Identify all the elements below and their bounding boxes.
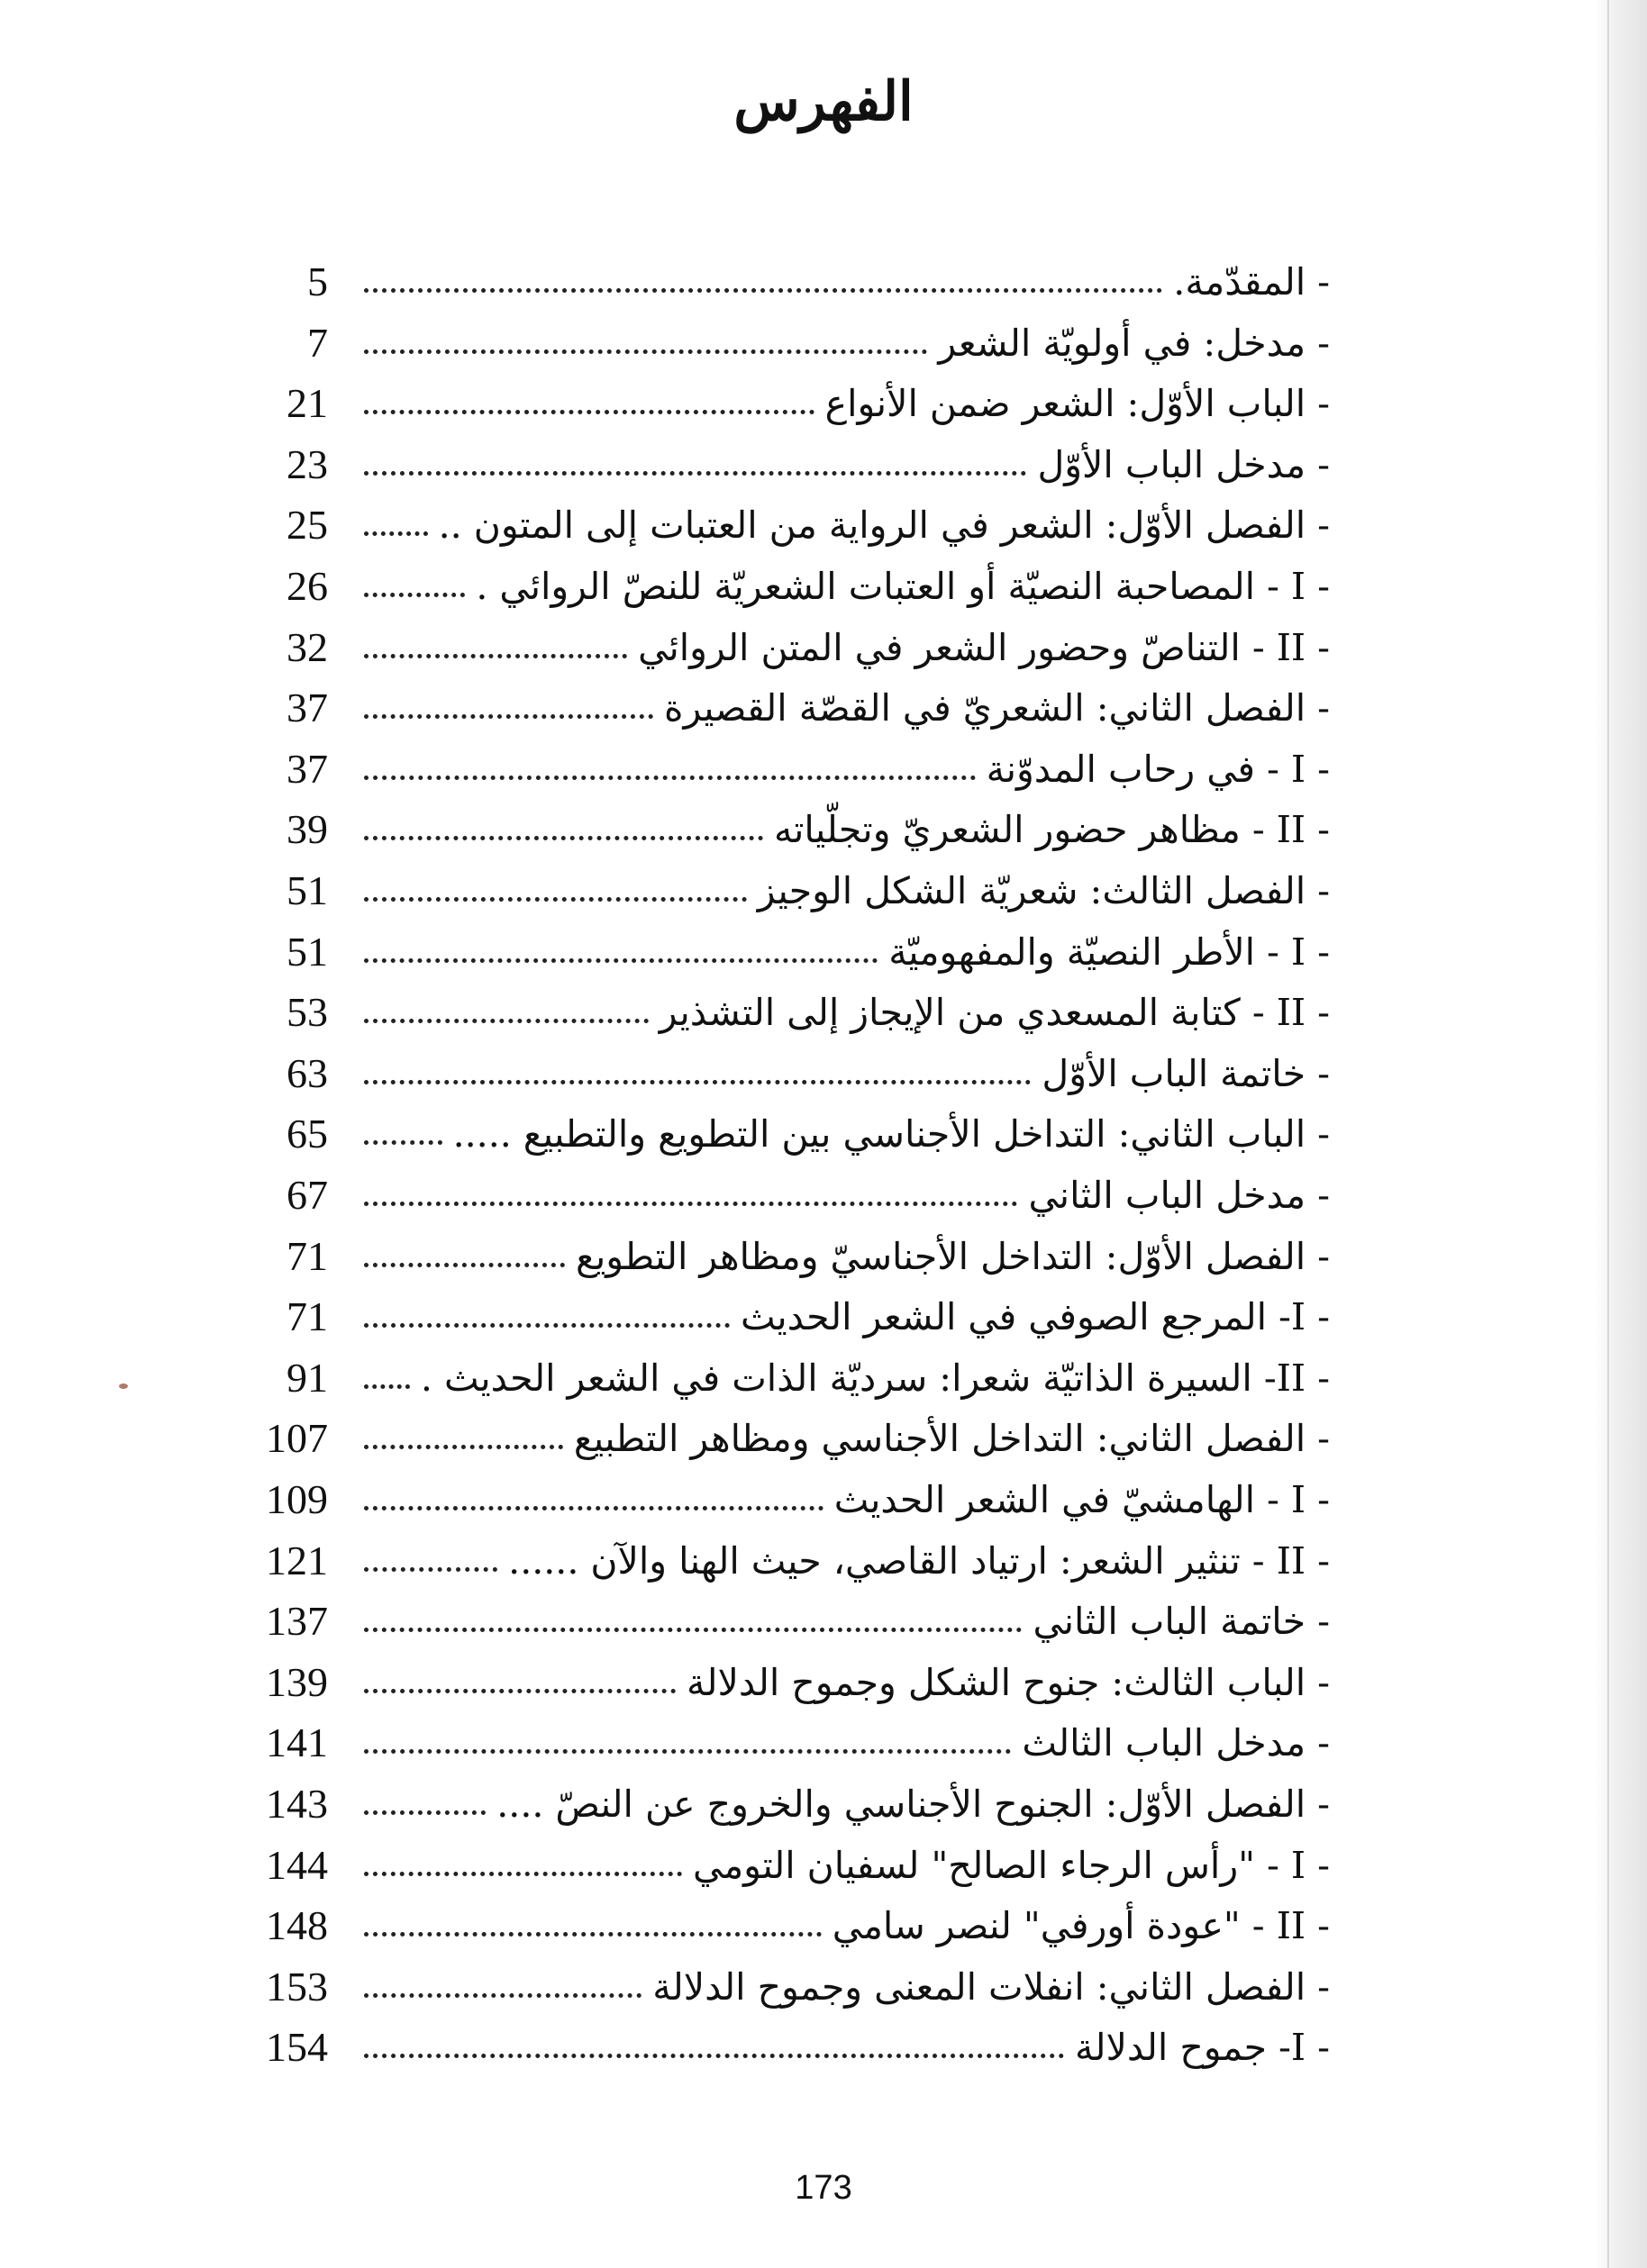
toc-entry-title: - I- المرجع الصوفي في الشعر الحديث (740, 1295, 1330, 1338)
toc-entry-page: 144 (266, 1842, 328, 1888)
toc-entry-leader (364, 894, 747, 902)
toc-entry (0, 1350, 1647, 1411)
toc-entry (0, 984, 1647, 1046)
toc-entry-title: - مدخل: في أولويّة الشعر (938, 322, 1330, 365)
toc-entry-leader (364, 1868, 682, 1876)
toc-entry-leader (364, 772, 976, 780)
toc-entry-leader (364, 1564, 497, 1572)
toc-entry-title: - خاتمة الباب الأوّل (1042, 1052, 1330, 1095)
toc-entry-leader (364, 1746, 1011, 1754)
toc-entry (0, 1229, 1647, 1290)
toc-entry (0, 437, 1647, 498)
toc-entry-title: - I - "رأس الرجاء الصالح" لسفيان التومي (693, 1844, 1330, 1887)
toc-entry-title: - مدخل الباب الثاني (1028, 1174, 1330, 1217)
toc-entry (0, 315, 1647, 376)
toc-entry-page: 71 (287, 1293, 328, 1339)
toc-entry (0, 1533, 1647, 1594)
toc-entry-page: 121 (266, 1538, 328, 1583)
toc-entry (0, 802, 1647, 863)
toc-entry-page: 71 (287, 1233, 328, 1279)
toc-entry (0, 620, 1647, 681)
toc-entry-leader (364, 1441, 563, 1449)
toc-entry-leader (364, 528, 428, 536)
toc-entry-leader (364, 1990, 642, 1998)
toc-entry-page: 51 (287, 929, 328, 975)
toc-entry-title: - الباب الثاني: التداخل الأجناسي بين التطويع والتطبيع ..... (452, 1112, 1330, 1156)
toc-entry-title: - خاتمة الباب الثاني (1033, 1600, 1330, 1643)
toc-entry (0, 254, 1647, 315)
toc-entry-page: 53 (287, 989, 328, 1035)
toc-entry (0, 376, 1647, 437)
toc-entry (0, 1289, 1647, 1350)
toc-entry-leader (364, 1198, 1017, 1206)
toc-entry-page: 154 (266, 2024, 328, 2070)
toc-entry (0, 1837, 1647, 1899)
toc-entry-page: 153 (266, 1964, 328, 2009)
toc-entry-title: - الفصل الثاني: الشعريّ في القصّة القصيرة (664, 686, 1330, 730)
toc-entry (0, 1046, 1647, 1107)
toc-entry-title: - II - "عودة أورفي" لنصر سامي (832, 1904, 1330, 1947)
toc-entry-leader (364, 589, 465, 597)
toc-entry-leader (364, 711, 653, 719)
toc-entry-leader (364, 1259, 565, 1267)
toc-entry (0, 1959, 1647, 2020)
toc-entry (0, 497, 1647, 558)
toc-entry-page: 148 (266, 1902, 328, 1948)
toc-entry-leader (364, 285, 1162, 293)
toc-entry-title: - II- السيرة الذاتيّة شعرا: سرديّة الذات في الشعر الحديث . (420, 1356, 1330, 1400)
toc-entry-page: 141 (266, 1719, 328, 1765)
page-title: الفهرس (733, 70, 914, 133)
toc-entry-leader (364, 1928, 822, 1937)
toc-entry-leader (364, 1137, 442, 1145)
toc-entry (0, 1106, 1647, 1167)
toc-entry-page: 67 (287, 1172, 328, 1218)
toc-entry (0, 1593, 1647, 1655)
toc-entry-page: 137 (266, 1598, 328, 1644)
toc-entry-title: - I - الأطر النصيّة والمفهوميّة (888, 930, 1330, 974)
toc-entry (0, 863, 1647, 924)
toc-entry-title: - الباب الأوّل: الشعر ضمن الأنواع (824, 382, 1330, 425)
toc-entry-leader (364, 832, 763, 840)
toc-entry-title: - الفصل الأوّل: الشعر في الرواية من العتبات إلى المتون .. (438, 503, 1330, 547)
toc-entry-leader (364, 1381, 410, 1389)
toc-entry (0, 1167, 1647, 1229)
toc-entry-leader (364, 467, 1026, 476)
toc-entry-leader (364, 1076, 1031, 1084)
toc-entry (0, 741, 1647, 803)
toc-entry (0, 1472, 1647, 1533)
toc-entry-page: 26 (287, 563, 328, 609)
toc-entry-title: - مدخل الباب الأوّل (1037, 443, 1330, 486)
toc-entry-title: - I - المصاحبة النصيّة أو العتبات الشعريّة للنصّ الروائي . (476, 565, 1330, 608)
toc-entry-page: 5 (307, 259, 328, 304)
toc-entry-title: - مدخل الباب الثالث (1022, 1721, 1330, 1765)
toc-entry-title: - I - في رحاب المدوّنة (986, 748, 1330, 791)
toc-entry-leader (364, 1807, 486, 1815)
toc-entry-page: 32 (287, 624, 328, 670)
toc-entry-leader (364, 406, 814, 414)
toc-entry-page: 25 (287, 502, 328, 548)
toc-entry-title: - الفصل الأوّل: الجنوح الأجناسي والخروج عن النصّ .... (496, 1783, 1330, 1826)
toc-entry-leader (364, 1320, 730, 1328)
toc-entry (0, 1655, 1647, 1716)
toc-entry (0, 1715, 1647, 1776)
page-number: 173 (795, 2169, 852, 2207)
toc-entry-page: 91 (287, 1355, 328, 1401)
toc-entry-leader (364, 1685, 676, 1693)
toc-entry (0, 680, 1647, 741)
toc-entry-page: 109 (266, 1476, 328, 1522)
toc-entry-title: - الباب الثالث: جنوح الشكل وجموح الدلالة (687, 1661, 1330, 1704)
toc-entry (0, 558, 1647, 620)
toc-entry-page: 51 (287, 867, 328, 913)
toc-entry-title: - I- جموح الدلالة (1075, 2026, 1330, 2069)
toc-entry-page: 37 (287, 685, 328, 730)
toc-entry-title: - II - مظاهر حضور الشعريّ وتجلّياته (774, 808, 1330, 851)
toc-entry-title: - I - الهامشيّ في الشعر الحديث (833, 1478, 1330, 1521)
toc-entry (0, 1898, 1647, 1959)
toc-entry (0, 1776, 1647, 1837)
toc-entry-page: 143 (266, 1781, 328, 1827)
toc-entry-page: 37 (287, 746, 328, 792)
toc-entry-title: - الفصل الثالث: شعريّة الشكل الوجيز (757, 869, 1330, 912)
toc-entry-leader (364, 955, 878, 963)
toc-entry-page: 65 (287, 1111, 328, 1157)
toc-entry (0, 1411, 1647, 1472)
toc-entry-page: 107 (266, 1415, 328, 1461)
toc-entry-title: - الفصل الثاني: انفلات المعنى وجموح الدلالة (652, 1965, 1330, 2009)
toc-entry-page: 139 (266, 1659, 328, 1705)
toc-entry-leader (364, 650, 627, 658)
toc-entry-title: - الفصل الأوّل: التداخل الأجناسيّ ومظاهر التطويع (576, 1235, 1330, 1278)
toc-entry-title: - II - تنثير الشعر: ارتياد القاصي، حيث الهنا والآن ...... (508, 1539, 1330, 1583)
toc-entry-page: 7 (307, 320, 328, 366)
toc-entry-leader (364, 1624, 1022, 1632)
toc-entry-leader (364, 2050, 1064, 2058)
toc-entry (0, 2019, 1647, 2081)
toc-entry-leader (364, 346, 927, 354)
toc-entry-page: 63 (287, 1050, 328, 1096)
toc-entry-title: - المقدّمة. (1173, 260, 1330, 304)
toc-entry-leader (364, 1502, 824, 1510)
toc-entry-page: 39 (287, 806, 328, 852)
toc-entry-page: 23 (287, 441, 328, 487)
toc-entry-leader (364, 1015, 649, 1023)
toc-entry-title: - الفصل الثاني: التداخل الأجناسي ومظاهر التطبيع (573, 1417, 1330, 1460)
toc-entry-title: - II - كتابة المسعدي من الإيجاز إلى التشذير (659, 991, 1330, 1034)
toc-entry-page: 21 (287, 380, 328, 426)
toc-entry-title: - II - التناصّ وحضور الشعر في المتن الروائي (638, 626, 1330, 669)
toc-entry (0, 924, 1647, 985)
